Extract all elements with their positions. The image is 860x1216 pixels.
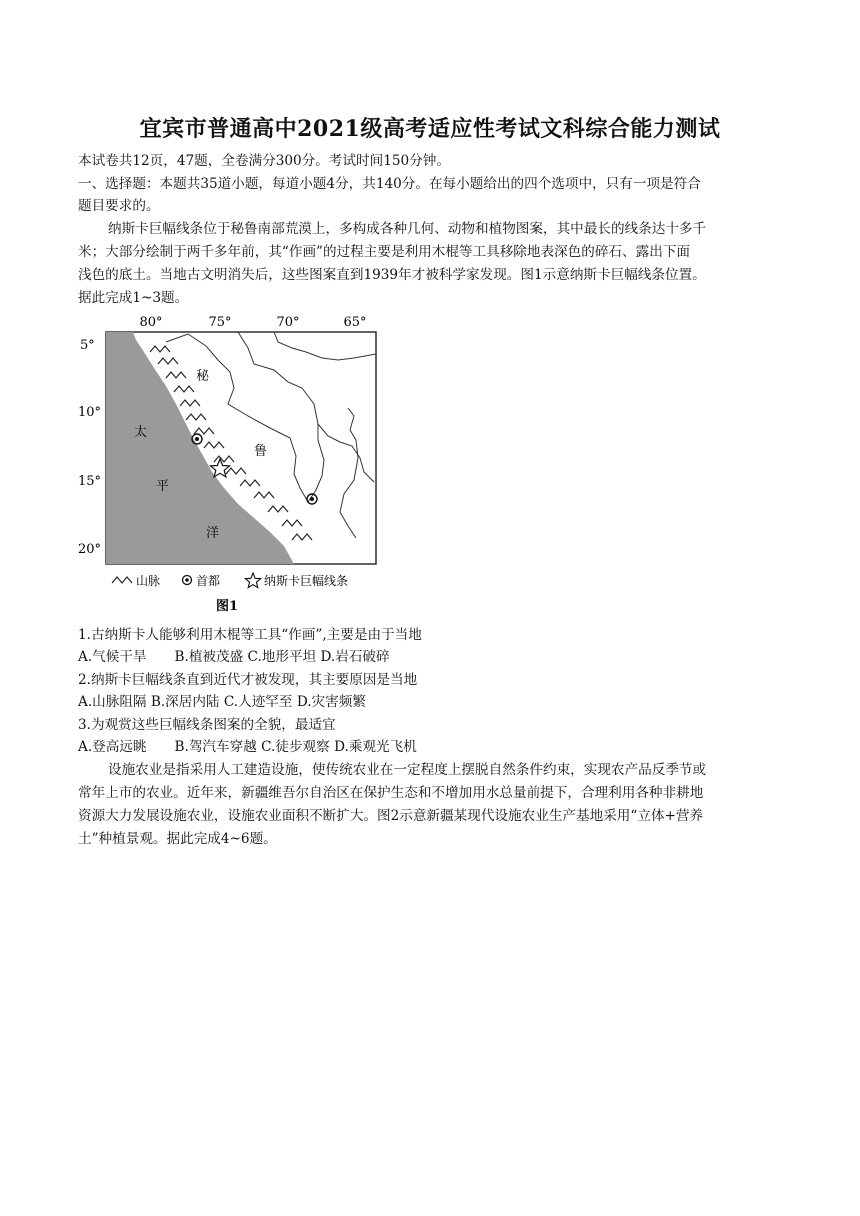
map-label-peru-2: 鲁	[254, 444, 268, 459]
lon-label-65: 65°	[343, 315, 367, 330]
lat-label-10: 10°	[78, 405, 102, 420]
map-label-pacific-3: 洋	[206, 526, 220, 541]
passage2-line4: 土”种植景观。据此完成4~6题。	[78, 831, 277, 847]
question-2-stem: 2.纳斯卡巨幅线条直到近代才被发现，其主要原因是当地	[78, 672, 418, 688]
lat-label-15: 15°	[78, 474, 102, 489]
exam-intro: 本试卷共12页，47题，全卷满分300分。考试时间150分钟。	[78, 153, 450, 169]
map-label-peru-1: 秘	[196, 369, 210, 384]
q1-option-a[interactable]: A.气候干旱	[78, 649, 147, 665]
question-1-stem: 1.古纳斯卡人能够利用木棍等工具“作画”,主要是由于当地	[78, 627, 422, 643]
figure1-map	[78, 312, 380, 617]
map-label-pacific-1: 太	[134, 425, 148, 440]
capital-icon	[183, 576, 192, 585]
question-3-stem: 3.为观赏这些巨幅线条图案的全貌，最适宜	[78, 717, 336, 733]
lat-label-20: 20°	[78, 542, 102, 557]
legend-capital: 首都	[196, 574, 221, 588]
q2-option-a[interactable]: A.山脉阻隔	[78, 694, 147, 710]
star-icon	[245, 573, 260, 588]
section-heading-line1: 一、选择题：本题共35道小题，每道小题4分，共140分。在每小题给出的四个选项中，只有一项是符合	[78, 176, 701, 192]
lon-label-80: 80°	[139, 315, 163, 330]
passage1-line4: 据此完成1~3题。	[78, 290, 189, 306]
q1-option-b[interactable]: B.植被茂盛	[174, 649, 244, 665]
q2-option-b[interactable]: B.深居内陆	[150, 694, 220, 710]
lat-label-5: 5°	[80, 338, 95, 353]
q3-option-b[interactable]: B.驾汽车穿越	[174, 739, 257, 755]
q1-option-d[interactable]: D.岩石破碎	[320, 649, 390, 665]
legend-mountain: 山脉	[136, 574, 161, 588]
lon-label-70: 70°	[276, 315, 300, 330]
map-label-pacific-2: 平	[156, 479, 170, 494]
q2-option-d[interactable]: D.灾害频繁	[296, 694, 366, 710]
exam-title: 宜宾市普通高中2021级高考适应性考试文科综合能力测试	[139, 116, 721, 142]
q3-option-d[interactable]: D.乘观光飞机	[334, 739, 417, 755]
q3-option-a[interactable]: A.登高远眺	[78, 739, 147, 755]
figure1-caption: 图1	[216, 599, 239, 614]
passage1-line2: 米；大部分绘制于两千多年前，其“作画”的过程主要是利用木棍等工具移除地表深色的碎石、露出下面	[78, 244, 691, 260]
passage1-line3: 浅色的底土。当地古文明消失后，这些图案直到1939年才被科学家发现。图1示意纳斯卡巨幅线条位置。	[78, 267, 706, 283]
mountain-icon	[112, 577, 132, 583]
passage1-line1: 纳斯卡巨幅线条位于秘鲁南部荒漠上，多构成各种几何、动物和植物图案，其中最长的线条达十多千	[108, 221, 707, 237]
passage2-line3: 资源大力发展设施农业，设施农业面积不断扩大。图2示意新疆某现代设施农业生产基地采用“立体+营养	[78, 808, 704, 824]
q2-option-c[interactable]: C.人迹罕至	[223, 694, 293, 710]
question-1-options	[78, 646, 786, 668]
question-3-options	[78, 736, 786, 758]
section-heading-line2: 题目要求的。	[78, 198, 160, 214]
passage2-line2: 常年上市的农业。近年来，新疆维吾尔自治区在保护生态和不增加用水总量前提下，合理利用各种非耕地	[78, 785, 704, 801]
q1-option-c[interactable]: C.地形平坦	[247, 649, 317, 665]
legend-nazca: 纳斯卡巨幅线条	[264, 574, 349, 588]
q3-option-c[interactable]: C.徒步观察	[261, 739, 330, 755]
question-2-options	[78, 691, 786, 713]
lon-label-75: 75°	[208, 315, 232, 330]
passage2-line1: 设施农业是指采用人工建造设施，使传统农业在一定程度上摆脱自然条件约束，实现农产品反季节或	[108, 762, 707, 778]
